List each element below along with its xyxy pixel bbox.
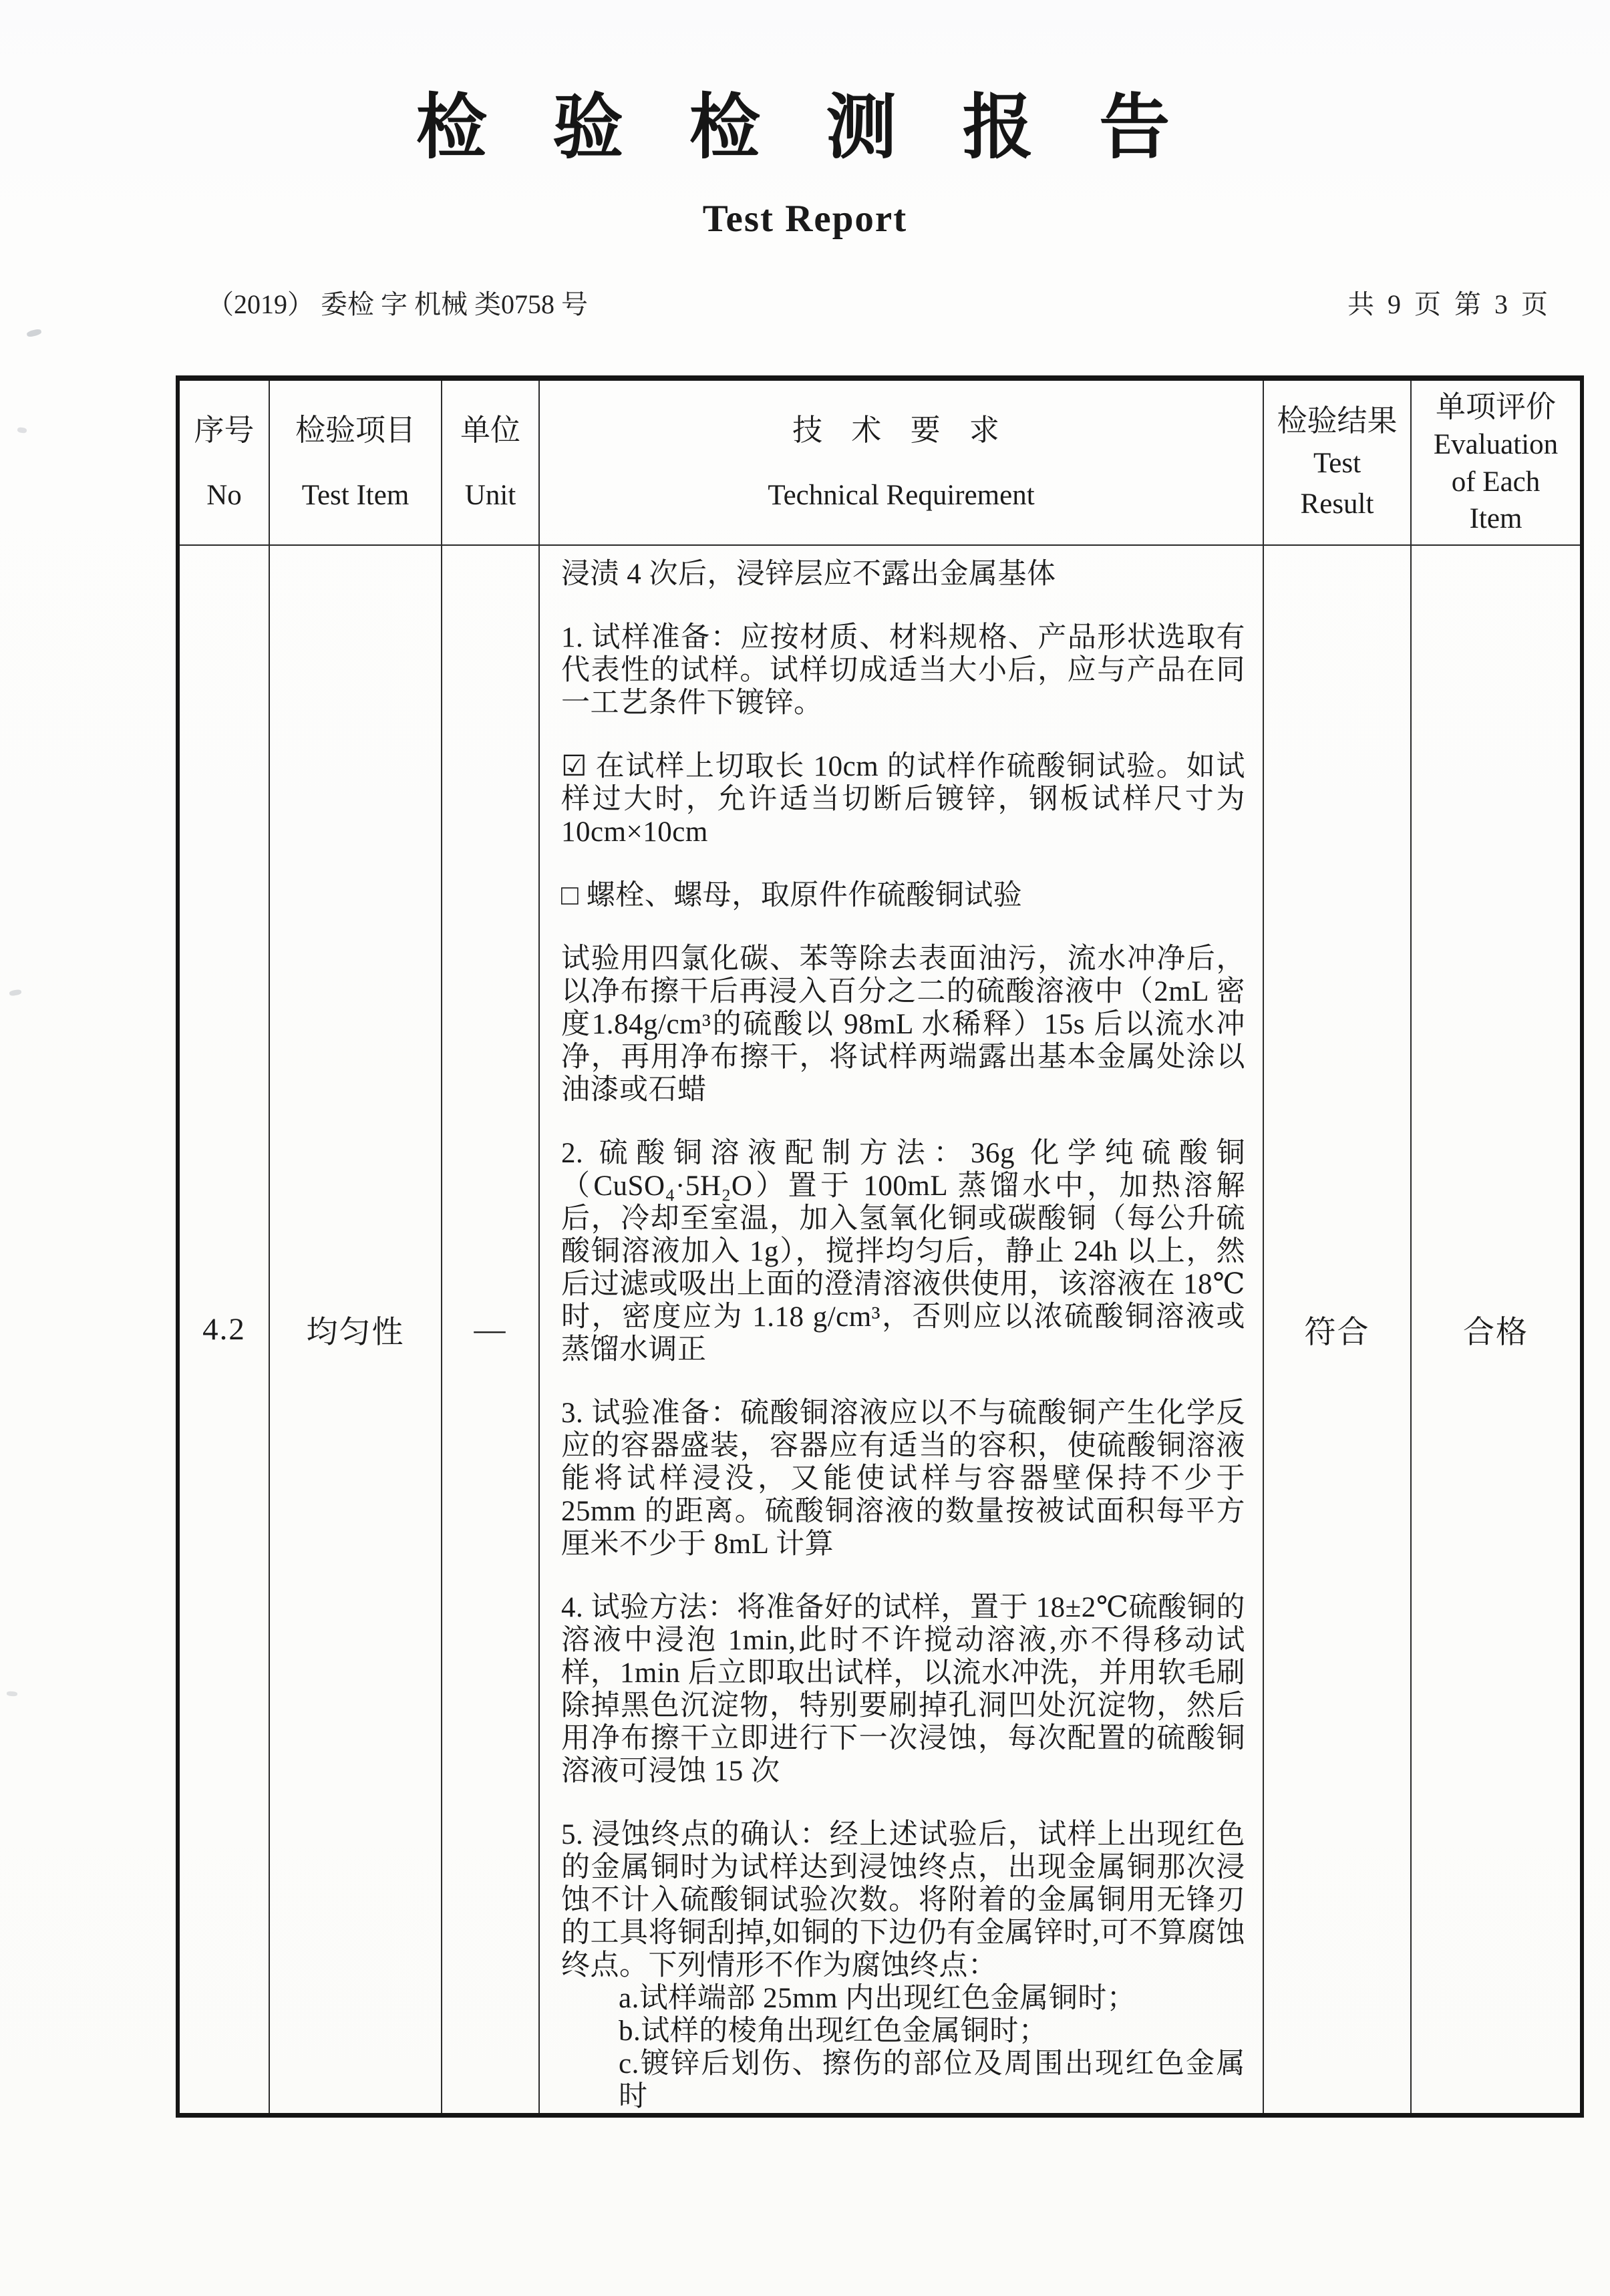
header-unit (442, 378, 539, 545)
tech-requirement-paragraph: c.镀锌后划伤、擦伤的部位及周围出现红色金属时 (619, 2048, 1245, 2112)
tech-requirement-paragraph: □ 螺栓、螺母，取原件作硫酸铜试验 (561, 880, 1023, 911)
tech-requirement-paragraph: 浸渍 4 次后，浸锌层应不露出金属基体 (561, 558, 1056, 590)
header-evaluation-zh: 单项评价 (1435, 389, 1556, 424)
header-test-item (269, 378, 442, 545)
header-test-result-en-2: Result (1300, 488, 1374, 520)
header-technical-requirement-en: Technical Requirement (768, 479, 1035, 511)
header-unit-zh: 单位 (460, 414, 520, 448)
scan-artifact (7, 1691, 17, 1696)
header-no (178, 378, 269, 545)
cell-unit: — (442, 545, 539, 2116)
tech-requirement-paragraph: a.试样端部 25mm 内出现红色金属铜时； (619, 1983, 1136, 2014)
header-test-item-en: Test Item (301, 479, 410, 511)
header-test-result (1263, 378, 1411, 545)
table-row-4-2 (178, 545, 1582, 2116)
tech-requirement-paragraph: 1. 试样准备：应按材质、材料规格、产品形状选取有代表性的试样。试样切成适当大小后，应与产品在同一工艺条件下镀锌。 (561, 622, 1245, 719)
tech-requirement-paragraph: ☑ 在试样上切取长 10cm 的试样作硫酸铜试验。如试样过大时，允许适当切断后镀锌，钢板试样尺寸为 10cm×10cm (561, 751, 1245, 848)
cell-test-item: 均匀性 (269, 545, 442, 2116)
header-no-en: No (206, 479, 242, 511)
page-number-info: 共 9 页 第 3 页 (1347, 289, 1551, 319)
table-header (178, 378, 1582, 545)
cell-technical-requirement (539, 545, 1263, 2116)
header-unit-en: Unit (464, 479, 516, 511)
header-no-zh: 序号 (194, 414, 255, 448)
tech-requirement-paragraph: 4. 试验方法：将准备好的试样，置于 18±2℃硫酸铜的溶液中浸泡 1min,此时不许搅动溶液,亦不得移动试样，1min 后立即取出试样，以流水冲洗，并用软毛刷除掉黑色沉淀物，特别要刷掉孔洞凹处沉淀物，然后用净布擦干立即进行下一次浸蚀，每次配置的硫酸铜溶液可浸蚀 15 次 (561, 1592, 1245, 1787)
cell-evaluation: 合格 (1411, 545, 1582, 2116)
header-technical-requirement (539, 378, 1263, 545)
header-test-result-en-1: Test (1313, 447, 1361, 479)
header-evaluation-en-1: Evaluation (1433, 429, 1559, 461)
page-subtitle: Test Report (702, 198, 908, 240)
table-body (178, 545, 1582, 2116)
report-number: （2019） 委检 字 机械 类0758 号 (207, 289, 588, 319)
tech-requirement-paragraph: 试验用四氯化碳、苯等除去表面油污，流水冲净后，以净布擦干后再浸入百分之二的硫酸溶液中（2mL 密度1.84g/cm³的硫酸以 98mL 水稀释）15s 后以流水冲净，再用净布擦干，将试样两端露出基本金属处涂以油漆或石蜡 (561, 943, 1245, 1106)
header-evaluation-en-3: Item (1469, 502, 1522, 534)
tech-requirement-paragraph: 2. 硫酸铜溶液配制方法：36g 化学纯硫酸铜（CuSO₄·5H₂O）置于 100mL 蒸馏水中，加热溶解后，冷却至室温，加入氢氧化铜或碳酸铜（每公升硫酸铜溶液加入 1g），搅拌均匀后，静止 24h 以上，然后过滤或吸出上面的澄清溶液供使用，该溶液在 18℃时，密度应为 1.18 g/cm³，否则应以浓硫酸铜溶液或蒸馏水调正 (561, 1138, 1245, 1365)
scan-artifact (26, 328, 42, 337)
header-evaluation-en-2: of Each (1451, 466, 1541, 498)
scan-artifact (9, 989, 21, 996)
cell-test-result: 符合 (1263, 545, 1411, 2116)
page-title: 检 验 检 测 报 告 (416, 89, 1194, 167)
tech-requirement-paragraphs (561, 558, 1245, 2113)
header-test-result-zh: 检验结果 (1277, 404, 1398, 438)
header-evaluation (1411, 378, 1582, 545)
tech-requirement-paragraph: 3. 试验准备：硫酸铜溶液应以不与硫酸铜产生化学反应的容器盛装，容器应有适当的容积，使硫酸铜溶液能将试样浸没，又能使试样与容器壁保持不少于 25mm 的距离。硫酸铜溶液的数量按被试面积每平方厘米不少于 8mL 计算 (561, 1398, 1245, 1560)
test-report-table (176, 375, 1584, 2118)
report-meta-row (0, 283, 1610, 321)
header-technical-requirement-zh: 技 术 要 求 (792, 414, 1010, 448)
header-test-item-zh: 检验项目 (295, 414, 416, 448)
table-header-row (178, 378, 1582, 545)
tech-requirement-paragraph: 5. 浸蚀终点的确认：经上述试验后，试样上出现红色的金属铜时为试样达到浸蚀终点，出现金属铜那次浸蚀不计入硫酸铜试验次数。将附着的金属铜用无锋刃的工具将铜刮掉,如铜的下边仍有金属锌时,可不算腐蚀终点。下列情形不作为腐蚀终点： (561, 1819, 1245, 1981)
tech-requirement-paragraph: b.试样的棱角出现红色金属铜时； (619, 2015, 1048, 2047)
scan-artifact (17, 427, 27, 434)
cell-no: 4.2 (178, 545, 269, 2116)
